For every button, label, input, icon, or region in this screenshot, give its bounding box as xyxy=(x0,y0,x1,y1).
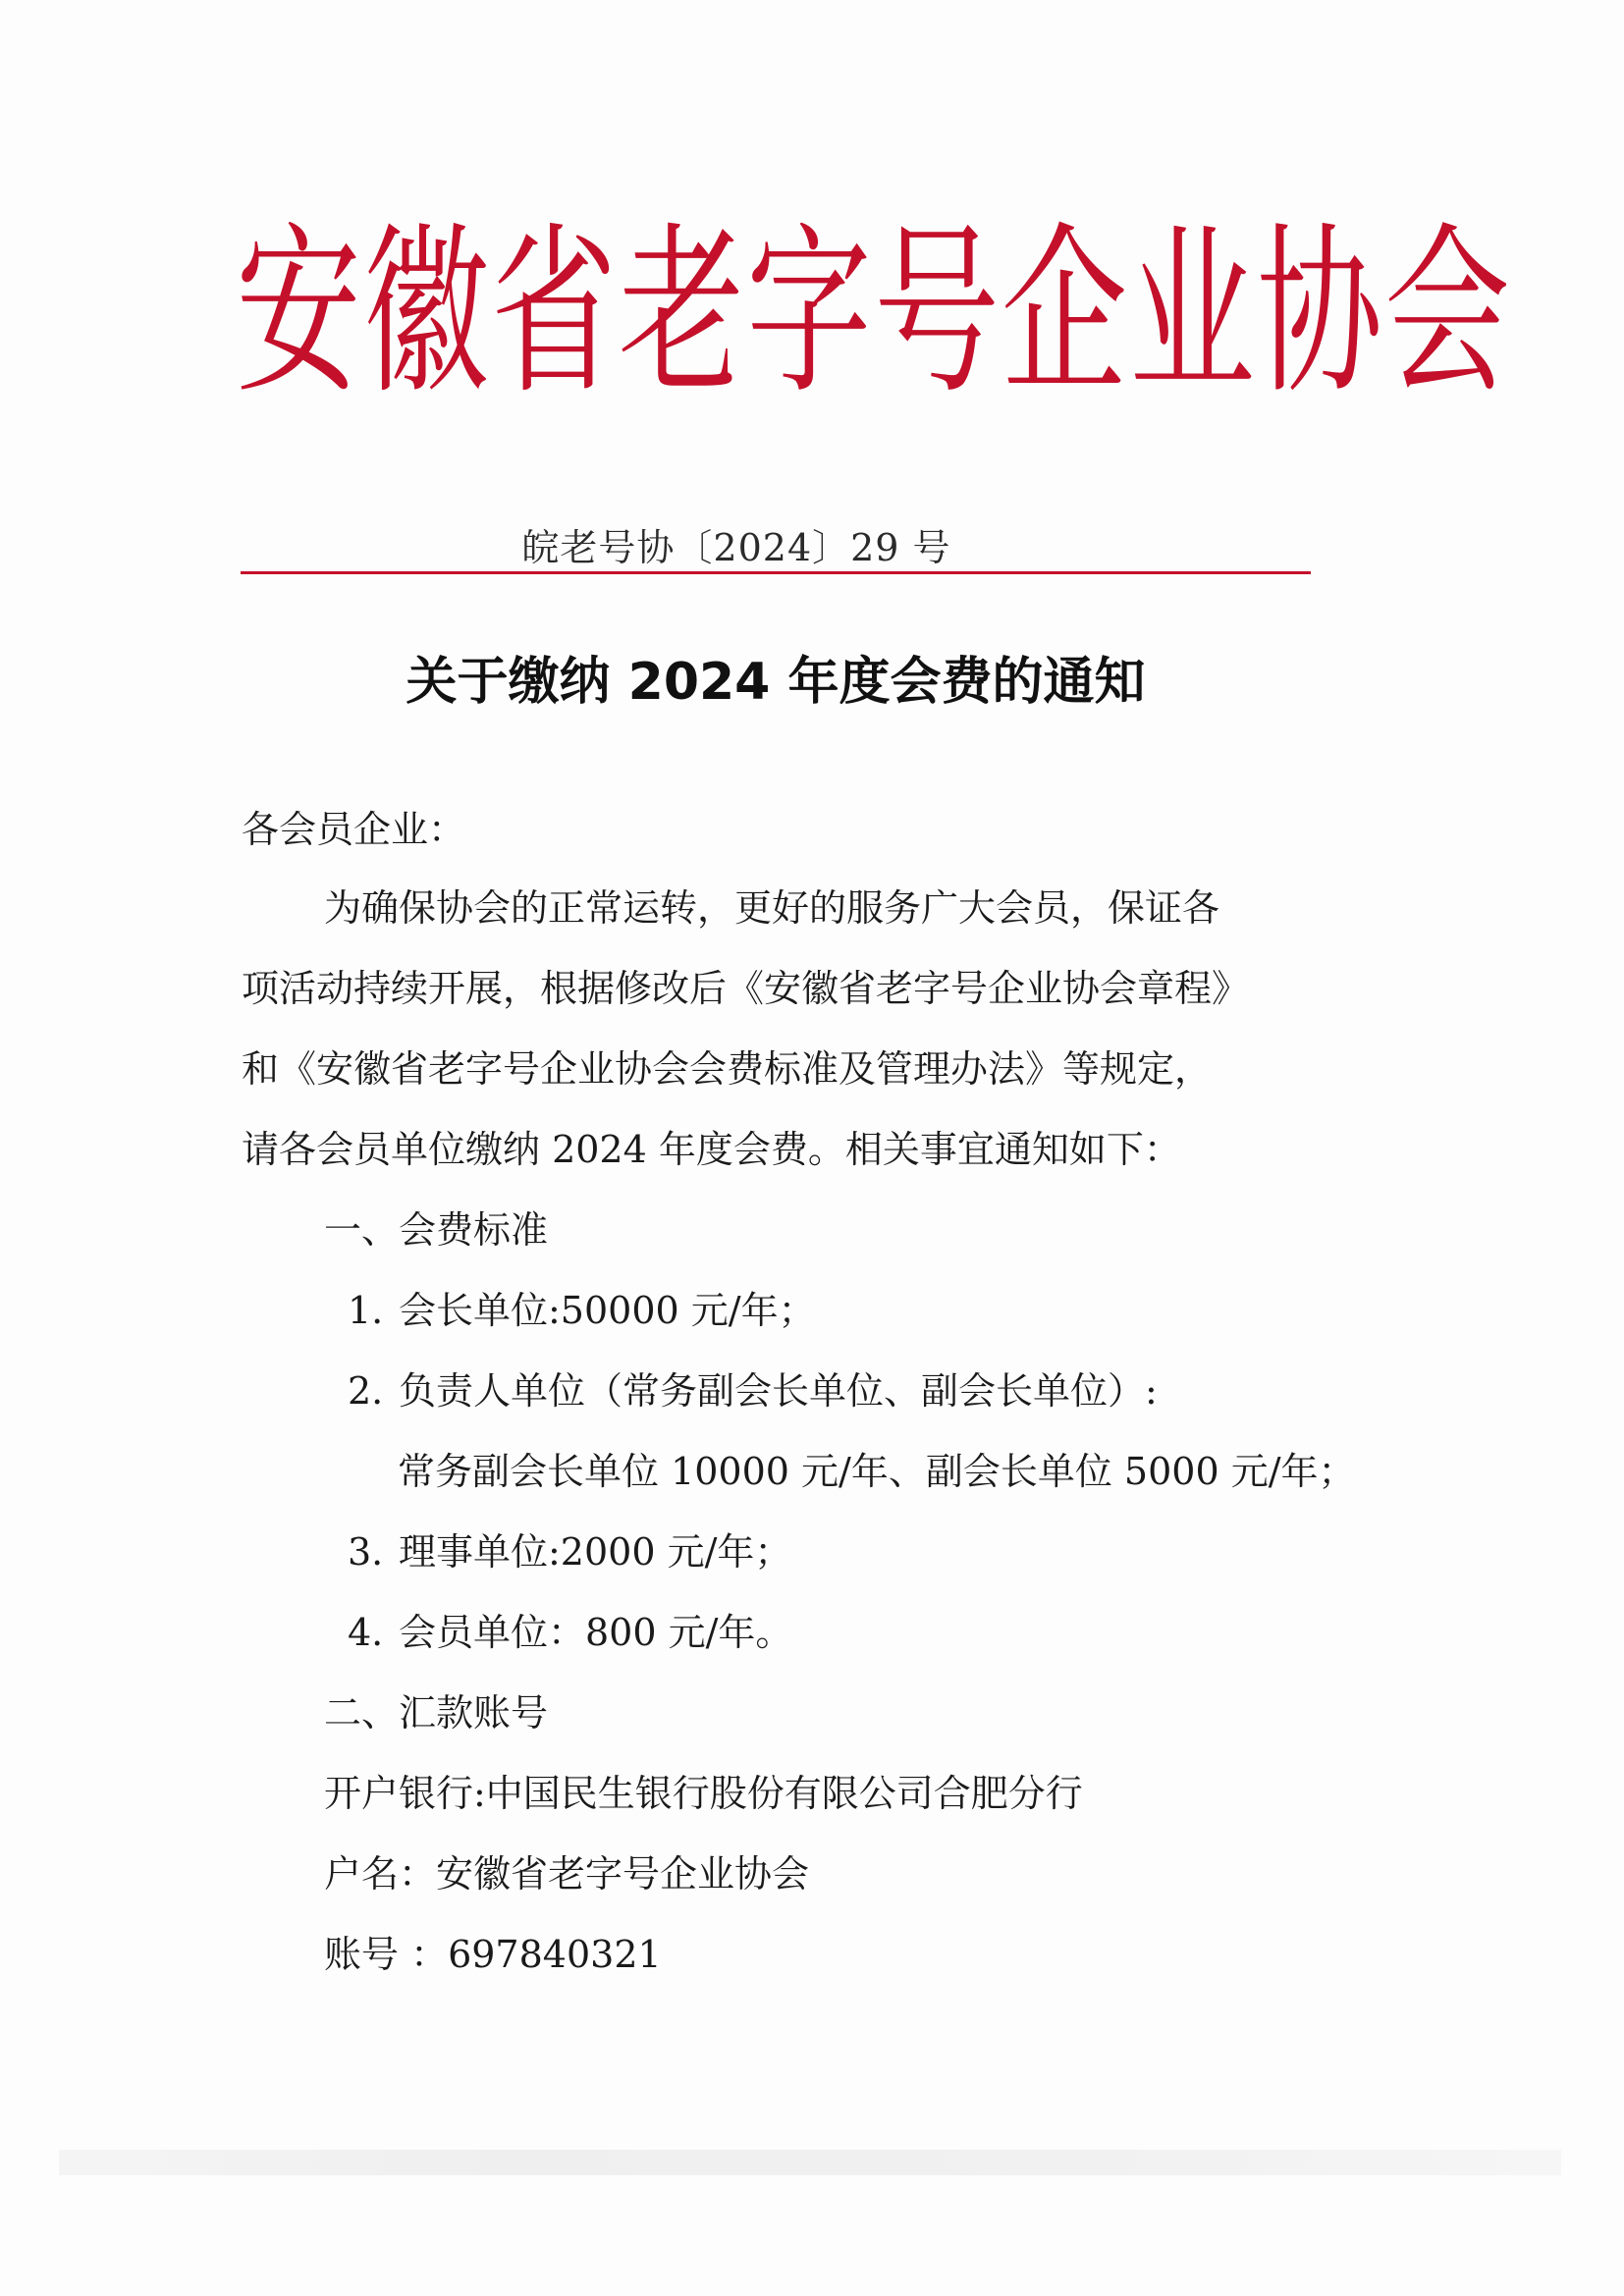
fee-item-leaders-detail: 常务副会长单位 10000 元/年、副会长单位 5000 元/年； xyxy=(398,1450,1356,1493)
paragraph-line-3: 和《安徽省老字号企业协会会费标准及管理办法》等规定， xyxy=(242,1047,1213,1091)
masthead-org-name: 安徽省老字号企业协会 xyxy=(236,207,1513,420)
item-text: 会员单位：800 元/年。 xyxy=(399,1611,793,1654)
item-text: 理事单位:2000 元/年； xyxy=(399,1530,792,1574)
section-heading-remittance: 二、汇款账号 xyxy=(324,1691,549,1735)
red-divider-line xyxy=(241,571,1311,574)
fee-item-leaders xyxy=(348,1364,1158,1417)
item-number: 4. xyxy=(348,1611,384,1654)
salutation: 各会员企业： xyxy=(242,808,466,851)
item-number: 1. xyxy=(348,1289,384,1332)
fee-item-member xyxy=(348,1606,792,1659)
fee-item-president xyxy=(348,1284,816,1337)
account-name: 户名：安徽省老字号企业协会 xyxy=(324,1852,810,1896)
item-number: 3. xyxy=(348,1530,384,1574)
item-text: 会长单位:50000 元/年； xyxy=(399,1289,816,1332)
bank-name: 开户银行:中国民生银行股份有限公司合肥分行 xyxy=(324,1772,1083,1815)
document-number: 皖老号协〔2024〕29 号 xyxy=(521,526,951,569)
scan-shadow-band xyxy=(59,2150,1561,2175)
paragraph-line-1: 为确保协会的正常运转，更好的服务广大会员，保证各 xyxy=(324,886,1220,930)
account-number: 账号 ：697840321 xyxy=(324,1933,662,1976)
fee-item-director xyxy=(348,1525,791,1578)
item-number: 2. xyxy=(348,1369,384,1413)
paragraph-line-4: 请各会员单位缴纳 2024 年度会费。相关事宜通知如下： xyxy=(242,1128,1181,1171)
document-title: 关于缴纳 2024 年度会费的通知 xyxy=(406,653,1146,712)
item-text: 负责人单位（常务副会长单位、副会长单位）: xyxy=(399,1369,1158,1413)
paragraph-line-2: 项活动持续开展，根据修改后《安徽省老字号企业协会章程》 xyxy=(242,967,1250,1010)
section-heading-fee-standard: 一、会费标准 xyxy=(324,1208,549,1252)
